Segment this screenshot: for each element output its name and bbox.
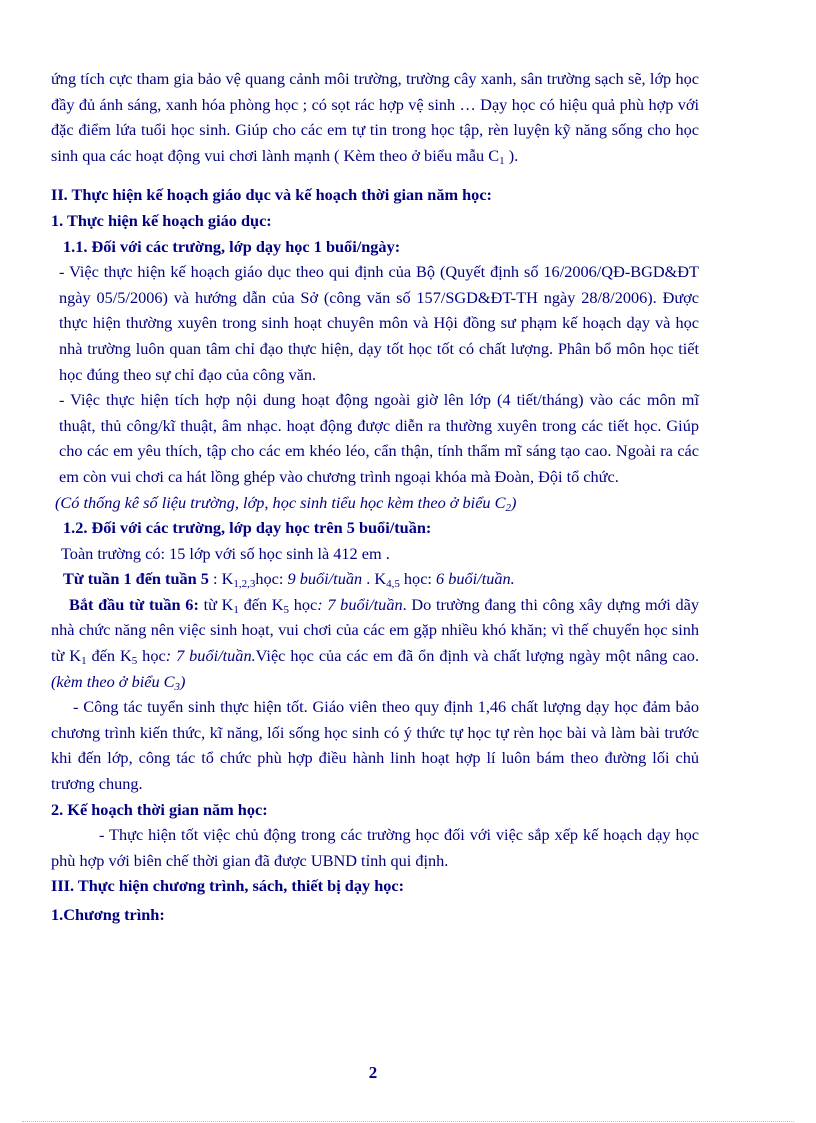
heading-1: 1. Thực hiện kế hoạch giáo dục:: [51, 210, 272, 230]
note-c2: (Có thống kê số liệu trường, lớp, học sinh tiểu học kèm theo ở biểu $C_2$): [55, 492, 517, 514]
paragraph-week-6: Bắt đầu từ tuần 6: từ $K_1$ đến $K_5$ học: 7 buổi/tuần. Do trường đang thi công xây dựng mới dãy nhà chức năng nên việc sinh hoạt, vui chơi của các em gặp nhiều khó khăn; vì thế chuyển học sinh từ $K_1$ đến $K_5$ học: 7 buổi/tuần.Việc học của các em đã ổn định và chất lượng ngày một nâng cao. (kèm theo ở biểu $C_3$): [51, 594, 700, 693]
paragraph-time-plan: - Thực hiện tốt việc chủ động trong các trường học đối với việc sắp xếp kế hoạch dạy học phù hợp với biên chế thời gian đã được UBND tỉnh qui định.: [51, 825, 699, 870]
paragraph-integration: - Việc thực hiện tích hợp nội dung hoạt động ngoài giờ lên lớp (4 tiết/tháng) vào các môn mĩ thuật, thủ công/kĩ thuật, âm nhạc. hoạt động được diễn ra thường xuyên trong các tiết học. Giúp cho các em yêu thích, tập cho các em khéo léo, cẩn thận, tính thẩm mĩ sáng tạo cao. Ngoài ra các em còn vui chơi ca hát lồng ghép vào chương trình ngoại khóa mà Đoàn, Đội tổ chức.: [59, 390, 699, 486]
heading-section-II: II. Thực hiện kế hoạch giáo dục và kế hoạch thời gian năm học:: [51, 185, 492, 205]
heading-1-1: 1.1. Đối với các trường, lớp dạy học 1 buổi/ngày:: [63, 236, 401, 256]
paragraph-class-count: Toàn trường có: 15 lớp với số học sinh là 412 em .: [61, 543, 390, 563]
paragraph-education-plan: - Việc thực hiện kế hoạch giáo dục theo qui định của Bộ (Quyết định số 16/2006/QĐ-BGD&ĐT ngày 05/5/2006) và hướng dẫn của Sở (công văn số 157/SGD&ĐT-TH ngày 28/8/2006). Được thực hiện thường xuyên trong sinh hoạt chuyên môn và Hội đồng sư phạm kế hoạch dạy và học nhà trường luôn quan tâm chỉ đạo thực hiện, dạy tốt học tốt có chất lượng. Phân bổ môn học tiết học đúng theo sự chỉ đạo của công văn.: [59, 262, 699, 384]
paragraph-enrollment: - Công tác tuyển sinh thực hiện tốt. Giáo viên theo quy định 1,46 chất lượng dạy học đảm bảo chương trình kiến thức, kĩ năng, lối sống học sinh có ý thức tự học tự rèn học bài và làm bài trước khi đến lớp, công tác tổ chức phù hợp điều hành linh hoạt hợp lí luôn bám theo đường lối chủ trương chung.: [51, 697, 699, 794]
heading-section-III: III. Thực hiện chương trình, sách, thiết bị dạy học:: [51, 876, 405, 896]
paragraph-environment: ứng tích cực tham gia bảo vệ quang cảnh môi trường, trường cây xanh, sân trường sạch sẽ, lớp học đầy đủ ánh sáng, xanh hóa phòng học ; có sọt rác hợp vệ sinh … Dạy học có hiệu quả phù hợp với đặc điểm lứa tuổi học sinh. Giúp cho các em tự tin trong học tập, rèn luyện kỹ năng sống cho học sinh qua các hoạt động vui chơi lành mạnh ( Kèm theo ở biểu mẫu $C_1$ ).: [51, 69, 699, 167]
heading-1-2: 1.2. Đối với các trường, lớp dạy học trên 5 buổi/tuần:: [63, 518, 432, 538]
footer-divider: [22, 1121, 794, 1122]
heading-III-1: 1.Chương trình:: [51, 905, 165, 924]
paragraph-weeks-1-5: Từ tuần 1 đến tuần 5 : $K_{1,2,3}học$: 9 buổi/tuần . $K_{4,5}$ học: 6 buổi/tuần.: [63, 569, 515, 591]
heading-2: 2. Kế hoạch thời gian năm học:: [51, 799, 268, 819]
document-page: [51, 66, 699, 928]
page-number: 2: [368, 1063, 378, 1082]
